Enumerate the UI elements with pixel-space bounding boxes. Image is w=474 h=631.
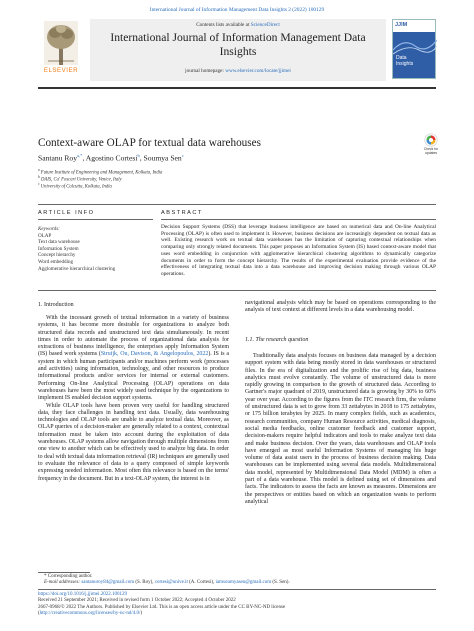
email-addresses — [38, 580, 436, 586]
abstract-rule — [161, 219, 436, 220]
journal-header-box — [90, 19, 386, 81]
footnotes — [38, 574, 436, 587]
check-for-updates-label[interactable]: Check for updates — [423, 147, 439, 155]
body-paragraph: navigational analysis which may be based on operations corresponding to the analysis of text context at different levels in a data warehousing model. — [245, 300, 436, 314]
article-info-rule — [38, 219, 153, 220]
affiliation — [38, 182, 112, 190]
journal-cover-thumbnail[interactable] — [392, 19, 436, 79]
article-metadata — [38, 592, 436, 617]
email-link[interactable]: iamsoumyasen@gmail.com — [215, 580, 272, 586]
author-affiliation-mark[interactable]: b — [137, 153, 140, 158]
keyword: OLAP — [38, 232, 52, 239]
citation-link[interactable]: Struijk, Ou, Davison, & Angelopoulos, 2022 — [100, 351, 209, 358]
affiliation-text: DAIS, Ca' Foscari University, Venice, Italy — [40, 177, 122, 183]
abstract-text: Decision Support Systems (DSS) that leverage business intelligence are based on numerical data and On-line Analytical Processing (OLAP) is often used to implement it. However, business decisions are increasingly dependent on textual data as well. Existing research work on textual data warehouses has the limitation of capturing contextual relationships when comparing only strongly related documents. This paper proposes an Information System (IS) based context-aware model that uses word embedding in conjunction with agglomerative hierarchical clustering algorithms to dynamically categorize documents in order to form the concept hierarchy. The results of the experimental evaluation provide evidence of the effectiveness of integrating textual data into a data warehouse and improving decision making through various OLAP operations. — [161, 224, 436, 277]
received-dates: Received 21 September 2021; Received in revised form 1 October 2022; Accepted 4 October 2022 — [38, 598, 236, 604]
doi-link[interactable]: https://doi.org/10.1016/j.jjimei.2022.100129 — [38, 592, 127, 597]
cover-code: JJIM — [395, 22, 408, 28]
affiliation-mark: c — [38, 182, 40, 186]
keyword: Text data warehouse — [38, 239, 80, 246]
front-matter-divider — [38, 204, 436, 205]
left-column — [38, 315, 229, 483]
issn-line: 2667-0968/© 2022 The Authors. Published by Elsevier Ltd. This is an open access article under the CC BY-NC-ND license — [38, 604, 286, 610]
keyword: Concept hierarchy — [38, 252, 76, 259]
cover-graphic-icon — [393, 32, 437, 56]
contents-line — [90, 22, 386, 28]
author-name[interactable]: Santanu Roy — [38, 153, 78, 163]
journal-masthead — [38, 19, 436, 81]
author-affiliation-mark[interactable]: a,* — [77, 153, 83, 158]
email-owner: (S. Sen). — [271, 580, 290, 586]
license-bracket: ) — [140, 610, 143, 616]
email-link[interactable]: santanuroy84@gmail.com — [81, 580, 135, 586]
homepage-prefix: journal homepage: — [185, 68, 226, 74]
publisher-logo[interactable] — [38, 19, 84, 79]
keyword: Agglomerative hierarchical clustering — [38, 265, 116, 272]
article-info-heading: ARTICLE INFO — [38, 210, 95, 216]
license-line — [38, 611, 436, 617]
license-bracket: ( — [38, 610, 40, 616]
author-affiliation-mark[interactable]: c — [181, 153, 184, 158]
cover-line-2: Insights — [396, 60, 414, 67]
paragraph-text: With the incessant growth of textual information in a variety of business systems, it has become more desirable for organizations to analyze both structured data records and unstructured text data simultaneously. In recent times in order to automate the process of organizational data analysis for extractions of business intelligence, the enterprises apply Information System (IS) based work systems ( — [38, 315, 229, 358]
publisher-logo-text: ELSEVIER — [43, 67, 79, 74]
keywords-label: Keywords: — [38, 226, 60, 232]
email-link[interactable]: cortesi@unive.it — [154, 580, 188, 586]
affiliation-mark: a — [38, 168, 40, 172]
article-title: Context-aware OLAP for textual data warehouses — [38, 137, 261, 149]
cover-line-1: Data — [396, 55, 407, 61]
affiliation-mark: b — [38, 175, 40, 179]
email-label: E-mail addresses: — [44, 580, 82, 586]
corresponding-author-note: * Corresponding author. — [44, 574, 93, 579]
cover-words — [396, 56, 413, 67]
abstract-heading: ABSTRACT — [161, 210, 203, 216]
introduction-heading: 1. Introduction — [38, 302, 74, 308]
body-paragraph — [38, 315, 229, 403]
affiliation-text: University of Calcutta, Kolkata, India — [40, 184, 112, 190]
author-name[interactable]: Agostino Cortesi — [85, 153, 138, 163]
running-head[interactable]: International Journal of Information Management Data Insights 2 (2022) 100129 — [149, 7, 325, 13]
email-owner: (A. Cortesi), — [187, 580, 216, 586]
homepage-line — [90, 68, 386, 74]
right-column — [245, 300, 436, 315]
footnote-rule — [38, 572, 90, 573]
journal-title: International Journal of Information Management Data Insights — [110, 31, 366, 58]
journal-homepage-link[interactable]: www.elsevier.com/locate/jjimei — [225, 68, 291, 74]
keyword: Information System — [38, 245, 79, 252]
body-paragraph: While OLAP tools have been proven very useful for handling structured data, they face challenges in handling text data. Usually, data warehousing technologies and OLAP tools are unable to analyze textual data. Moreover, as OLAP queries of a decision-maker are generally related to a context, contextual information must be taken into account during the exploitation of data warehouses. OLAP systems allow navigation through multiple dimensions from one view to another which can be effectively used to analyze big data. In order to deal with textual data information retrieval (IR) techniques are generally used to evaluate the relevance of data to a query composed of simple keywords expressing needed information. Most often this relevance is based on the terms' frequency in the document. But in a text-OLAP system, the interest is in — [38, 402, 229, 482]
subsection-heading: 1.1. The research question — [245, 337, 309, 343]
header-divider — [38, 87, 436, 89]
author-name[interactable]: Soumya Sen — [143, 153, 182, 163]
email-owner: (S. Roy), — [134, 580, 155, 586]
right-column-continued — [245, 353, 436, 506]
author-list: Santanu Roy$^{a,*}$, Agostino Cortesi$^b$, Soumya Sen$^c$ — [38, 153, 184, 163]
contents-prefix: Contents lists available at — [196, 22, 251, 28]
sciencedirect-link[interactable]: ScienceDirect — [250, 22, 280, 28]
abstract-bottom-rule — [38, 290, 436, 291]
license-link[interactable]: http://creativecommons.org/licenses/by-nc-nd/4.0/ — [39, 610, 141, 616]
keyword: Word embedding — [38, 258, 74, 265]
elsevier-tree-icon — [44, 21, 78, 65]
body-paragraph: Traditionally data analysis focuses on business data managed by a decision support system with data being mostly stored in data warehouses or structured files. In the era of digitalization and the prolific rise of big data, business analytics must evolve constantly. The volume of unstructured data is more rapidly growing in comparison to the growth of structured data. According to Gartner's major quadrant of 2019, unstructured data is growing by 30% to 60% year over year. According to the figures from the ITC research firm, the volume of unstructured data is set to grow from 33 zettabytes in 2018 to 175 zettabytes, or 175 billion terabytes by 2025. In many complex fields, such as academics, research communities, company Human Resource activities, medical diagnosis, social media feedbacks, online customer feedback and customer support, decision-makers require helpful indicators and tools to make analyze text data and make business decision. Over the years, data warehouses and OLAP tools have emerged as most useful Information Systems of managing his huge volume of data assist users in the process of business decision making. Data warehouses can be implemented using several data models. Multidimensional data model, represented by Multidimensional Data Model (MDM) is often a part of a data warehouse. This model is defined using set of dimensions and facts. The indicators to assess the facts are known as measures. Dimensions are the perspectives or entities based on which an organization wants to perform analytical — [245, 353, 436, 505]
affiliation-text: Future Institute of Engineering and Management, Kolkata, India — [40, 170, 163, 176]
keywords-block — [38, 226, 153, 272]
paragraph-text: ). IS is a system in which human participants and/or machines perform work (processes and activities) using information, technology, and other resources to produce informational products and/or services for internal or external customers. Performing On-line Analytical Processing (OLAP) operations on data warehouses have been the most widely used technique by the organizations to implement IS enabled decision support systems. — [38, 351, 229, 402]
footer-rule — [38, 589, 436, 590]
check-for-updates-icon[interactable] — [424, 133, 438, 147]
